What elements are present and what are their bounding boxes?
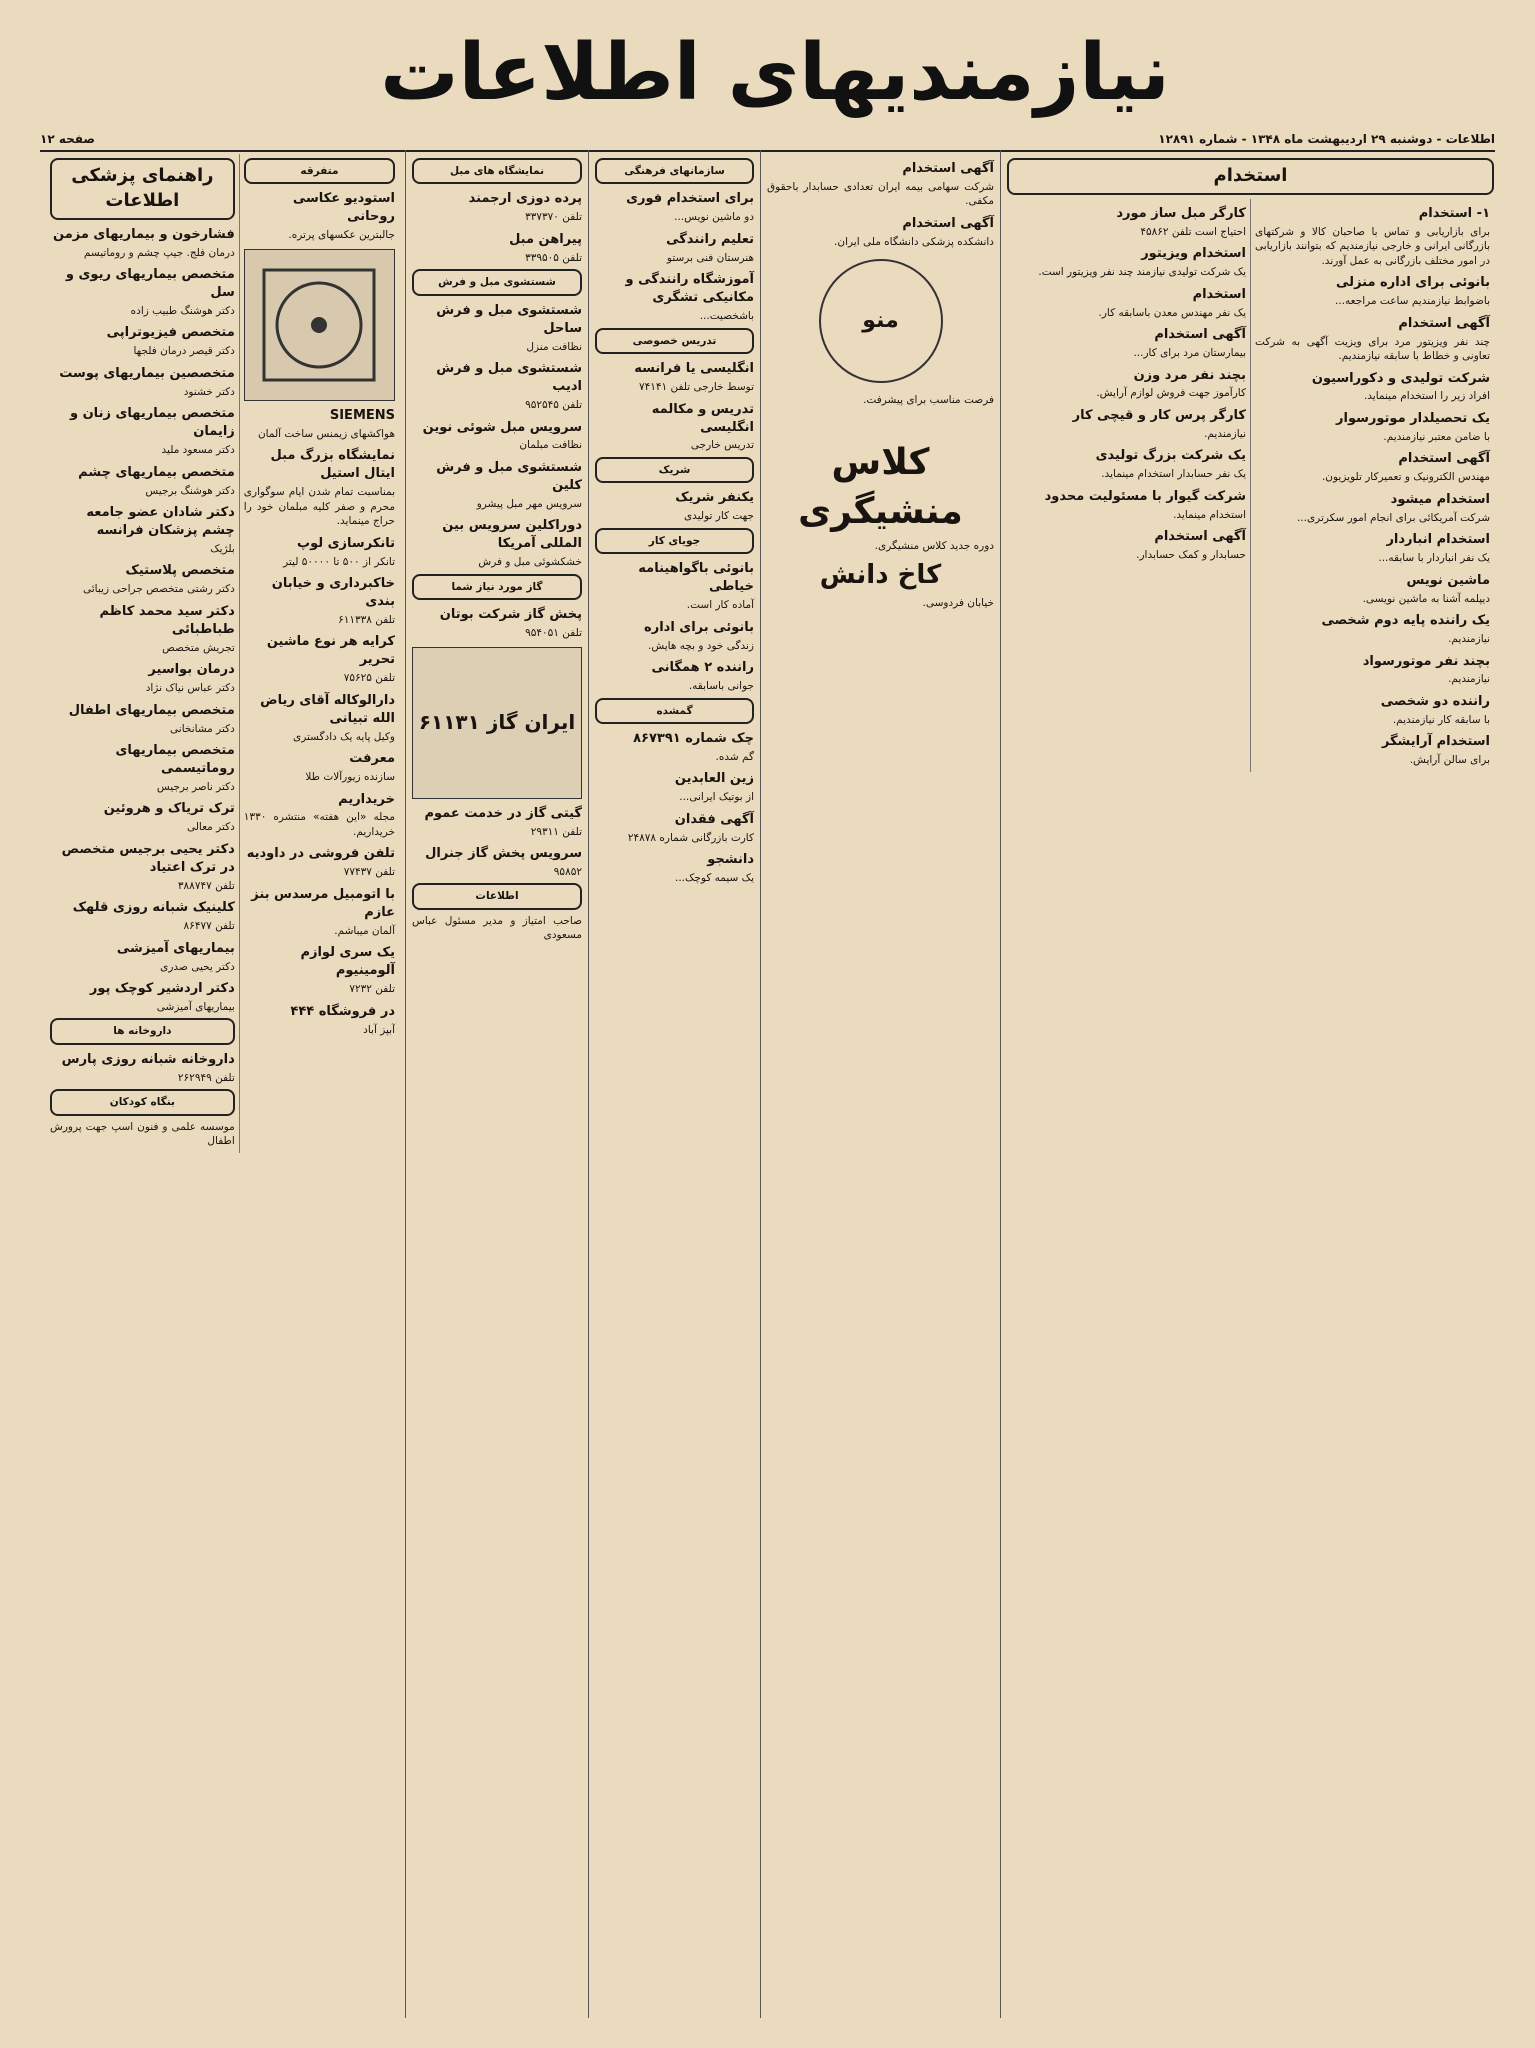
ad-heading: دکتر شادان عضو جامعه چشم پزشکان فرانسه bbox=[86, 505, 235, 538]
ad-text: توسط خارجی تلفن ۷۴۱۴۱ bbox=[638, 381, 754, 394]
ad-heading: شرکت گیوار با مسئولیت محدود bbox=[1044, 488, 1246, 504]
ad-heading: استخدام bbox=[1192, 286, 1246, 302]
ad-text: افراد زیر را استخدام مینماید. bbox=[1363, 390, 1490, 403]
ad-heading: استودیو عکاسی روحانی bbox=[292, 191, 395, 225]
ad-heading: نمایشگاه بزرگ مبل ایتال استیل bbox=[270, 448, 395, 482]
ad-text: یک نفر مهندس معدن باسابقه کار. bbox=[1098, 306, 1246, 319]
medical-guide-header: راهنمای پزشکی اطلاعات bbox=[50, 158, 235, 220]
ad-text: هنرستان فنی برستو bbox=[666, 251, 754, 264]
ettelaat-logo: اطلاعات bbox=[412, 883, 582, 909]
ad-text: احتیاج است تلفن ۴۵۸۶۲ bbox=[1140, 225, 1246, 238]
ad-text: کارآموز جهت فروش لوازم آرایش. bbox=[1096, 387, 1246, 400]
ad-heading: یک شرکت بزرگ تولیدی bbox=[1095, 448, 1246, 464]
ad-heading: راننده ۲ همگانی bbox=[651, 660, 754, 676]
misc-medical-column bbox=[40, 150, 405, 2018]
ad-text: باضوابط نیازمندیم ساعت مراجعه... bbox=[1335, 295, 1490, 308]
ad-text: چند نفر ویزیتور مرد برای ویزیت آگهی به شرکت تعاونی و خطاط با سابقه نیازمندیم. bbox=[1255, 335, 1490, 363]
ad-text: تانکر از ۵۰۰ تا ۵۰۰۰۰ لیتر bbox=[283, 555, 395, 568]
ad-text: نیازمندیم. bbox=[1204, 427, 1246, 440]
ad-heading: آگهی استخدام bbox=[1154, 529, 1246, 545]
ads-column-2 bbox=[760, 150, 1000, 2018]
ad-text: دکتر یحیی صدری bbox=[160, 960, 235, 973]
ad-text: برای بازاریابی و تماس با صاحبان کالا و شرکتهای بازرگانی ایرانی و خارجی نیازمندیم که بتوانند بازاریابی در امور مختلف بازرگانی به عمل آورند. bbox=[1255, 225, 1490, 267]
ad-text: فرصت مناسب برای پیشرفت. bbox=[863, 394, 994, 407]
ad-heading: ماشین نویس bbox=[1406, 572, 1490, 588]
ad-heading: معرفت bbox=[349, 751, 395, 767]
ad-text: تلفن ۲۶۲۹۴۹ bbox=[177, 1071, 235, 1084]
ad-text: هواکشهای زیمنس ساخت آلمان bbox=[257, 427, 395, 440]
ad-text: تلفن ۳۸۸۷۴۷ bbox=[177, 879, 235, 892]
ad-heading: خاکبرداری و خیابان بندی bbox=[271, 576, 395, 609]
ad-heading: شستشوی مبل و فرش ساحل bbox=[436, 302, 582, 336]
ad-text: دکتر رشتی متخصص جراحی زیبائی bbox=[83, 583, 235, 596]
section-header: جویای کار bbox=[595, 528, 754, 554]
section-header: متفرقه bbox=[244, 158, 395, 184]
ad-heading: ترک تریاک و هروئین bbox=[103, 801, 235, 817]
kakh-danesh-title: کاخ دانش bbox=[819, 559, 942, 590]
employment-header: استخدام bbox=[1007, 158, 1494, 195]
ad-text: بیماریهای آمیزشی bbox=[156, 1000, 235, 1013]
ad-heading: یک راننده پایه دوم شخصی bbox=[1321, 613, 1490, 629]
ad-heading: کارگر پرس کار و قیچی کار bbox=[1072, 407, 1246, 423]
ad-heading: استخدام میشود bbox=[1390, 491, 1490, 507]
ad-heading: دکتر سید محمد کاظم طباطبائی bbox=[99, 603, 235, 637]
ad-heading: بیماریهای آمیزشی bbox=[116, 940, 235, 956]
ad-heading: یک تحصیلدار موتورسوار bbox=[1336, 410, 1490, 426]
ad-heading: متخصص بیماریهای اطفال bbox=[68, 702, 235, 718]
ad-text: نظافت مبلمان bbox=[519, 439, 582, 452]
ad-heading: کرایه هر نوع ماشین تحریر bbox=[266, 634, 395, 668]
ad-heading: شستشوی مبل و فرش کلین bbox=[436, 459, 582, 493]
ad-text: سازنده زیورآلات طلا bbox=[305, 771, 395, 784]
ad-text: شرکت سهامی بیمه ایران تعدادی حسابدار باحقوق مکفی. bbox=[767, 180, 994, 208]
ad-heading: با اتومبیل مرسدس بنز عازم bbox=[251, 886, 395, 920]
ad-text: دکتر معالی bbox=[186, 821, 235, 834]
ad-heading: آگهی استخدام bbox=[1154, 327, 1246, 343]
page-number: صفحه ۱۲ bbox=[40, 132, 95, 146]
masthead: نیازمندیهای اطلاعات bbox=[380, 28, 1170, 118]
ad-text: جوانی باسابقه. bbox=[688, 680, 754, 693]
ad-text: وکیل پایه یک دادگستری bbox=[292, 730, 395, 743]
children-institute-banner: بنگاه کودکان bbox=[50, 1089, 235, 1115]
ad-heading: گیتی گاز در خدمت عموم bbox=[424, 805, 582, 821]
ad-heading: تانکرسازی لوپ bbox=[297, 535, 395, 551]
ad-text: از بوتیک ایرانی... bbox=[679, 791, 754, 804]
ad-text: نظافت منزل bbox=[526, 340, 582, 353]
ad-text: برای سالن آرایش. bbox=[1409, 754, 1490, 767]
ad-heading: پرده دوزی ارجمند bbox=[468, 191, 582, 207]
ad-heading: کارگر مبل ساز مورد bbox=[1116, 205, 1246, 221]
ad-text: با ضامن معتبر نیازمندیم. bbox=[1383, 430, 1490, 443]
ad-text: دکتر خشنود bbox=[183, 385, 235, 398]
ad-heading: استخدام انباردار bbox=[1386, 532, 1490, 548]
ad-heading: دوراکلین سرویس بین المللی آمریکا bbox=[442, 518, 582, 552]
ad-heading: دارالوکاله آقای ریاض الله تبیانی bbox=[260, 692, 395, 726]
ad-heading: دانشجو bbox=[707, 852, 754, 868]
secretarial-class-title: کلاس منشیگری bbox=[798, 441, 963, 533]
ad-text: دانشکده پزشکی دانشگاه ملی ایران. bbox=[834, 235, 994, 248]
ad-text: آلمان میباشم. bbox=[334, 924, 395, 937]
employment-subcol-a bbox=[1250, 199, 1494, 772]
ad-heading: شستشوی مبل و فرش ادیب bbox=[436, 361, 582, 395]
ad-heading: دکتر اردشیر کوچک پور bbox=[89, 981, 235, 997]
ad-heading: دکتر یحیی برجیس متخصص در ترک اعتیاد bbox=[61, 841, 235, 875]
ad-heading: فشارخون و بیماریهای مزمن bbox=[53, 226, 235, 242]
siemens-fan-ad bbox=[244, 249, 395, 401]
ad-heading: پخش گاز شرکت بوتان bbox=[439, 607, 582, 623]
ad-heading: ۱- استخدام bbox=[1418, 205, 1490, 221]
ad-heading: آگهی استخدام bbox=[902, 161, 994, 176]
ad-heading: متخصص بیماریهای روماتیسمی bbox=[115, 743, 235, 776]
ad-text: کارت بازرگانی شماره ۲۴۸۷۸ bbox=[627, 831, 754, 844]
ad-text: تلفن ۷۲۳۲ bbox=[349, 983, 395, 996]
ad-text: تلفن ۲۹۳۱۱ bbox=[530, 825, 582, 838]
section-header: سازمانهای فرهنگی bbox=[595, 158, 754, 184]
ad-heading: تدریس و مکالمه انگلیسی bbox=[651, 401, 754, 435]
ad-text: دو ماشین نویس... bbox=[674, 211, 754, 224]
ad-text: دکتر هوشنگ برجیس bbox=[145, 484, 235, 497]
section-header: گاز مورد نیاز شما bbox=[412, 574, 582, 600]
ad-heading: بچند نفر مرد وزن bbox=[1133, 367, 1246, 383]
ad-heading: برای استخدام فوری bbox=[626, 191, 754, 207]
ad-text: تلفن ۳۳۷۳۷۰ bbox=[525, 211, 582, 224]
ad-heading: در فروشگاه ۴۴۴ bbox=[290, 1003, 395, 1019]
ad-heading: متخصصین بیماریهای پوست bbox=[59, 365, 235, 381]
ad-text: تجریش متخصص bbox=[162, 641, 235, 654]
ad-text: یک نفر انباردار با سابقه... bbox=[1378, 552, 1490, 565]
ad-text: مهندس الکترونیک و تعمیرکار تلویزیون. bbox=[1321, 471, 1490, 484]
ad-text: تلفن ۷۵۶۲۵ bbox=[343, 672, 395, 685]
ad-heading: بانوئی باگواهینامه خیاطی bbox=[638, 561, 754, 595]
ad-heading: یکنفر شریک bbox=[675, 490, 754, 506]
ad-text: با سابقه کار نیازمندیم. bbox=[1392, 713, 1490, 726]
ad-heading: راننده دو شخصی bbox=[1380, 693, 1490, 709]
ad-text: دکتر هوشنگ طبیب زاده bbox=[130, 304, 235, 317]
ad-text: آبپز آباد bbox=[363, 1023, 395, 1036]
ad-heading: شرکت تولیدی و دکوراسیون bbox=[1311, 370, 1490, 386]
ad-text: نیازمندیم. bbox=[1448, 673, 1490, 686]
ad-text: درمان فلج. جیپ چشم و روماتیسم bbox=[83, 246, 235, 259]
ad-text: صاحب امتیاز و مدیر مسئول عباس مسعودی bbox=[412, 914, 582, 942]
ad-text: تدریس خارجی bbox=[690, 439, 754, 452]
ad-heading: آگهی استخدام bbox=[902, 215, 994, 231]
pharmacies-header: داروخانه ها bbox=[50, 1018, 235, 1044]
ads-column-3 bbox=[588, 150, 760, 2018]
ad-text: زندگی خود و بچه هایش. bbox=[648, 639, 754, 652]
section-header: گمشده bbox=[595, 698, 754, 724]
ad-text: تلفن ۳۳۹۵۰۵ bbox=[525, 251, 582, 264]
misc-subcol bbox=[239, 154, 399, 1153]
ad-text: دکتر مسعود ملید bbox=[161, 444, 235, 457]
ads-column-4 bbox=[405, 150, 588, 2018]
ad-heading: متخصص فیزیوتراپی bbox=[106, 325, 235, 341]
ad-text: مجله «این هفته» منتشره ۱۳۳۰ خریداریم. bbox=[243, 811, 395, 838]
ad-text: یک شرکت تولیدی نیازمند چند نفر ویزیتور است. bbox=[1038, 266, 1246, 279]
ad-heading: یک سری لوازم آلومینیوم bbox=[300, 945, 395, 979]
ad-heading: استخدام آرایشگر bbox=[1381, 734, 1490, 750]
ad-heading: چک شماره ۸۶۷۳۹۱ bbox=[633, 731, 754, 747]
ad-text: دکتر مشانخانی bbox=[170, 722, 235, 735]
ad-heading: بانوئی برای اداره bbox=[644, 619, 754, 635]
ad-text: خیابان فردوسی. bbox=[922, 596, 994, 609]
ad-heading: کلینیک شبانه روزی قلهک bbox=[72, 900, 235, 916]
ad-text: دکتر ناصر برجیس bbox=[156, 780, 235, 793]
ad-text: بلژیک bbox=[210, 542, 235, 555]
ad-heading: آموزشگاه رانندگی و مکانیکی تشگری bbox=[625, 272, 754, 306]
ad-text: تلفن ۸۶۴۷۷ bbox=[183, 920, 235, 933]
ad-text: باشخصیت... bbox=[699, 310, 754, 323]
ad-text: تلفن ۹۵۴۰۵۱ bbox=[525, 627, 582, 640]
ad-text: دکتر عباس نیاک نژاد bbox=[145, 682, 235, 695]
ad-heading: تلفن فروشی در داودیه bbox=[246, 846, 395, 862]
ad-heading: استخدام ویزیتور bbox=[1141, 246, 1246, 262]
section-header: شستشوی مبل و فرش bbox=[412, 269, 582, 295]
ad-text: دوره جدید کلاس منشیگری. bbox=[874, 540, 994, 553]
ad-heading: متخصص پلاستیک bbox=[125, 563, 235, 579]
ad-text: شرکت آمریکائی برای انجام امور سکرتری... bbox=[1296, 511, 1490, 524]
ad-text: آماده کار است. bbox=[686, 599, 754, 612]
ad-heading: متخصص بیماریهای ریوی و سل bbox=[65, 267, 235, 301]
ad-text: گم شده. bbox=[715, 750, 754, 763]
fan-icon bbox=[259, 265, 379, 385]
ad-text: موسسه علمی و فنون اسپ جهت پرورش اطفال bbox=[50, 1120, 235, 1148]
ad-heading: آگهی استخدام bbox=[1398, 315, 1490, 331]
ad-text: حسابدار و کمک حسابدار. bbox=[1136, 549, 1246, 562]
ad-text: تلفن ۶۱۱۳۳۸ bbox=[338, 613, 395, 626]
ad-heading: انگلیسی یا فرانسه bbox=[634, 361, 754, 377]
ad-text: ۹۵۸۵۲ bbox=[553, 865, 582, 878]
ad-text: سرویس مهر مبل پیشرو bbox=[476, 497, 582, 510]
section-header: شریک bbox=[595, 457, 754, 483]
ad-heading: متخصص بیماریهای زنان و زایمان bbox=[69, 406, 235, 440]
ad-text: دیپلمه آشنا به ماشین نویسی. bbox=[1362, 592, 1490, 605]
ad-text: جالبترین عکسهای پرتره. bbox=[288, 229, 395, 242]
ad-heading: بانوئی برای اداره منزلی bbox=[1336, 275, 1490, 291]
ad-heading: پیراهن مبل bbox=[509, 231, 582, 247]
siemens-title: SIEMENS bbox=[329, 407, 395, 423]
ad-heading: آگهی استخدام bbox=[1398, 451, 1490, 467]
ad-text: نیازمندیم. bbox=[1448, 633, 1490, 646]
ad-text: ۶۱۱۳۱ bbox=[418, 709, 480, 734]
employment-column bbox=[1000, 150, 1500, 2018]
ad-text: استخدام مینماید. bbox=[1173, 508, 1246, 521]
ad-heading: داروخانه شبانه روزی پارس bbox=[61, 1051, 235, 1067]
ad-heading: سرویس مبل شوئی نوین bbox=[422, 419, 582, 435]
ad-text: یک سیمه کوچک... bbox=[675, 872, 754, 885]
ad-text: خشکشوئی مبل و فرش bbox=[478, 556, 582, 569]
ad-heading: بچند نفر موتورسواد bbox=[1362, 653, 1490, 669]
ad-heading: تعلیم رانندگی bbox=[666, 231, 754, 247]
ad-heading: آگهی فقدان bbox=[674, 811, 754, 827]
medical-subcol bbox=[46, 154, 239, 1153]
ad-heading: درمان بواسیر bbox=[148, 662, 235, 678]
mino-logo: منو bbox=[819, 259, 943, 383]
ad-heading: متخصص بیماریهای چشم bbox=[78, 464, 235, 480]
ad-heading: خریداریم bbox=[338, 791, 395, 807]
ad-text: بمناسبت تمام شدن ایام سوگواری محرم و صفر کلیه مبلمان خود را حراج مینماید. bbox=[243, 486, 395, 528]
date-strip bbox=[40, 128, 1495, 152]
ad-text: دکتر قیصر درمان فلجها bbox=[133, 345, 235, 358]
section-header: نمایشگاه های مبل bbox=[412, 158, 582, 184]
issue-info: اطلاعات - دوشنبه ۲۹ اردیبهشت ماه ۱۳۴۸ - شماره ۱۲۸۹۱ bbox=[1158, 132, 1495, 146]
ad-text: یک نفر حسابدار استخدام مینماید. bbox=[1101, 468, 1246, 481]
ad-heading: ایران گاز bbox=[486, 709, 576, 734]
ad-text: تلفن ۷۷۴۳۷ bbox=[343, 866, 395, 879]
ad-heading: سرویس پخش گاز جنرال bbox=[425, 846, 582, 861]
employment-subcol-b bbox=[1007, 199, 1250, 772]
section-header: تدریس خصوصی bbox=[595, 328, 754, 354]
iran-gaz-ad bbox=[412, 647, 582, 799]
ad-text: بیمارستان مرد برای کار... bbox=[1133, 347, 1246, 360]
ad-text: جهت کار تولیدی bbox=[683, 510, 754, 523]
ad-heading: زین العابدین bbox=[674, 771, 754, 787]
ad-text: تلفن ۹۵۲۵۴۵ bbox=[525, 399, 582, 412]
